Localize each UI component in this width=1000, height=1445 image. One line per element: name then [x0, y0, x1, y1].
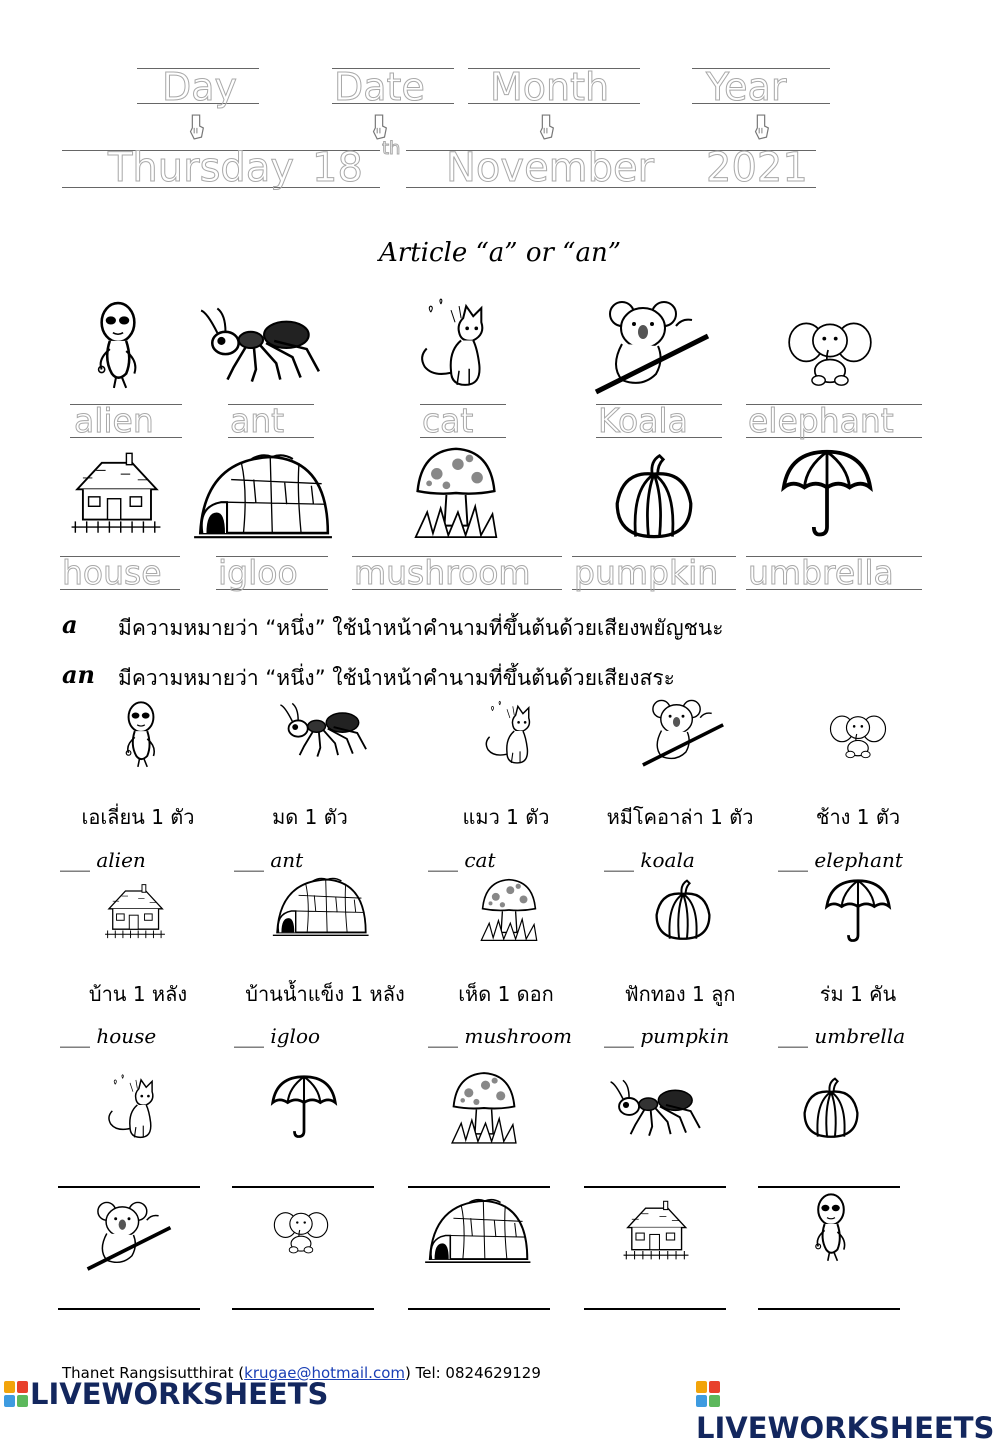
trace-word: mushroom: [354, 553, 531, 592]
rule-letter-an: an: [62, 660, 95, 689]
trace-word: ant: [230, 401, 285, 440]
fill-blank[interactable]: ___ cat: [428, 848, 496, 872]
fill-blank[interactable]: ___ elephant: [778, 848, 903, 872]
month-value: November: [446, 145, 655, 191]
cat-icon: [100, 1074, 160, 1144]
pointer-down-icon: [750, 112, 772, 142]
answer-line[interactable]: [232, 1308, 374, 1310]
thai-meaning: เอเลี่ยน 1 ตัว: [81, 805, 195, 829]
fill-blank[interactable]: ___ umbrella: [778, 1024, 906, 1048]
koala-icon: [640, 694, 726, 770]
answer-line[interactable]: [758, 1186, 900, 1188]
rule-text-an: มีความหมายว่า “หนึ่ง” ใช้นำหน้าคำนามที่ขึ้นต้นด้วยเสียงสระ: [118, 666, 675, 690]
day-label: Day: [162, 65, 238, 109]
house-icon: [100, 880, 170, 944]
answer-line[interactable]: [408, 1308, 550, 1310]
year-label: Year: [706, 65, 787, 109]
umbrella-icon: [824, 878, 892, 946]
liveworksheets-logo-text: LIVEWORKSHEETS: [30, 1377, 329, 1411]
koala-icon: [592, 296, 712, 396]
thai-meaning: ร่ม 1 คัน: [819, 982, 897, 1006]
date-value: 18: [312, 145, 363, 191]
fill-blank[interactable]: ___ koala: [604, 848, 695, 872]
thai-meaning: แมว 1 ตัว: [462, 805, 550, 829]
page-title: Article “a” or “an”: [378, 238, 622, 268]
mushroom-icon: [408, 444, 504, 542]
ant-icon: [606, 1076, 706, 1140]
thai-meaning: ฟักทอง 1 ลูก: [624, 982, 736, 1006]
liveworksheets-logo-icon: [696, 1381, 720, 1407]
pointer-down-icon: [535, 112, 557, 142]
footer-email-link[interactable]: krugae@hotmail.com: [244, 1364, 405, 1382]
alien-icon: [806, 1192, 856, 1264]
answer-line[interactable]: [232, 1186, 374, 1188]
liveworksheets-logo[interactable]: [4, 1377, 328, 1411]
fill-blank[interactable]: ___ ant: [234, 848, 304, 872]
trace-word: alien: [74, 401, 154, 440]
day-value: Thursday: [108, 145, 294, 191]
elephant-icon: [782, 312, 878, 388]
answer-line[interactable]: [758, 1308, 900, 1310]
answer-line[interactable]: [408, 1186, 550, 1188]
alien-icon: [116, 700, 166, 770]
date-suffix: th: [382, 138, 401, 159]
pumpkin-icon: [798, 1076, 864, 1142]
trace-word: igloo: [218, 553, 298, 592]
koala-icon: [84, 1198, 174, 1272]
year-value: 2021: [706, 145, 808, 191]
umbrella-icon: [780, 448, 874, 542]
ant-icon: [195, 302, 327, 388]
date-label: Date: [334, 65, 425, 109]
thai-meaning: มด 1 ตัว: [272, 805, 348, 829]
answer-line[interactable]: [584, 1186, 726, 1188]
trace-word: umbrella: [748, 553, 894, 592]
pumpkin-icon: [650, 878, 716, 944]
rule-text-a: มีความหมายว่า “หนึ่ง” ใช้นำหน้าคำนามที่ขึ้นต้นด้วยเสียงพยัญชนะ: [118, 616, 724, 640]
liveworksheets-logo-text: LIVEWORKSHEETS: [696, 1411, 995, 1445]
fill-blank[interactable]: ___ igloo: [234, 1024, 321, 1048]
fill-blank[interactable]: ___ mushroom: [428, 1024, 572, 1048]
igloo-icon: [190, 448, 334, 542]
thai-meaning: ช้าง 1 ตัว: [815, 805, 901, 829]
answer-line[interactable]: [58, 1186, 200, 1188]
mushroom-icon: [476, 876, 542, 944]
igloo-icon: [422, 1192, 532, 1268]
footer-author: Thanet Rangsisutthirat (: [62, 1364, 245, 1382]
thai-meaning: เห็ด 1 ดอก: [458, 982, 554, 1006]
pointer-down-icon: [185, 112, 207, 142]
trace-word: pumpkin: [574, 553, 719, 592]
alien-icon: [82, 300, 154, 392]
month-label: Month: [490, 65, 610, 109]
house-icon: [64, 448, 168, 540]
liveworksheets-logo-icon: [4, 1381, 28, 1407]
fill-blank[interactable]: ___ alien: [60, 848, 146, 872]
thai-meaning: หมีโคอาล่า 1 ตัว: [606, 805, 754, 829]
igloo-icon: [270, 872, 370, 940]
footer-tel: ) Tel: 0824629129: [404, 1364, 541, 1382]
trace-word: cat: [422, 401, 474, 440]
mushroom-icon: [446, 1068, 522, 1148]
answer-line[interactable]: [584, 1308, 726, 1310]
trace-word: Koala: [598, 401, 688, 440]
rule-letter-a: a: [62, 610, 78, 639]
elephant-icon: [826, 708, 890, 760]
elephant-icon: [270, 1204, 332, 1256]
thai-meaning: บ้าน 1 หลัง: [88, 982, 188, 1006]
liveworksheets-logo[interactable]: [696, 1377, 1000, 1445]
cat-icon: [410, 298, 492, 394]
trace-word: house: [62, 553, 162, 592]
trace-word: elephant: [748, 401, 894, 440]
cat-icon: [478, 700, 536, 770]
fill-blank[interactable]: ___ pumpkin: [604, 1024, 730, 1048]
fill-blank[interactable]: ___ house: [60, 1024, 157, 1048]
umbrella-icon: [270, 1074, 338, 1142]
house-icon: [618, 1196, 694, 1266]
ant-icon: [276, 700, 372, 760]
answer-line[interactable]: [58, 1308, 200, 1310]
thai-meaning: บ้านน้ำแข็ง 1 หลัง: [245, 982, 405, 1006]
pumpkin-icon: [608, 452, 700, 544]
